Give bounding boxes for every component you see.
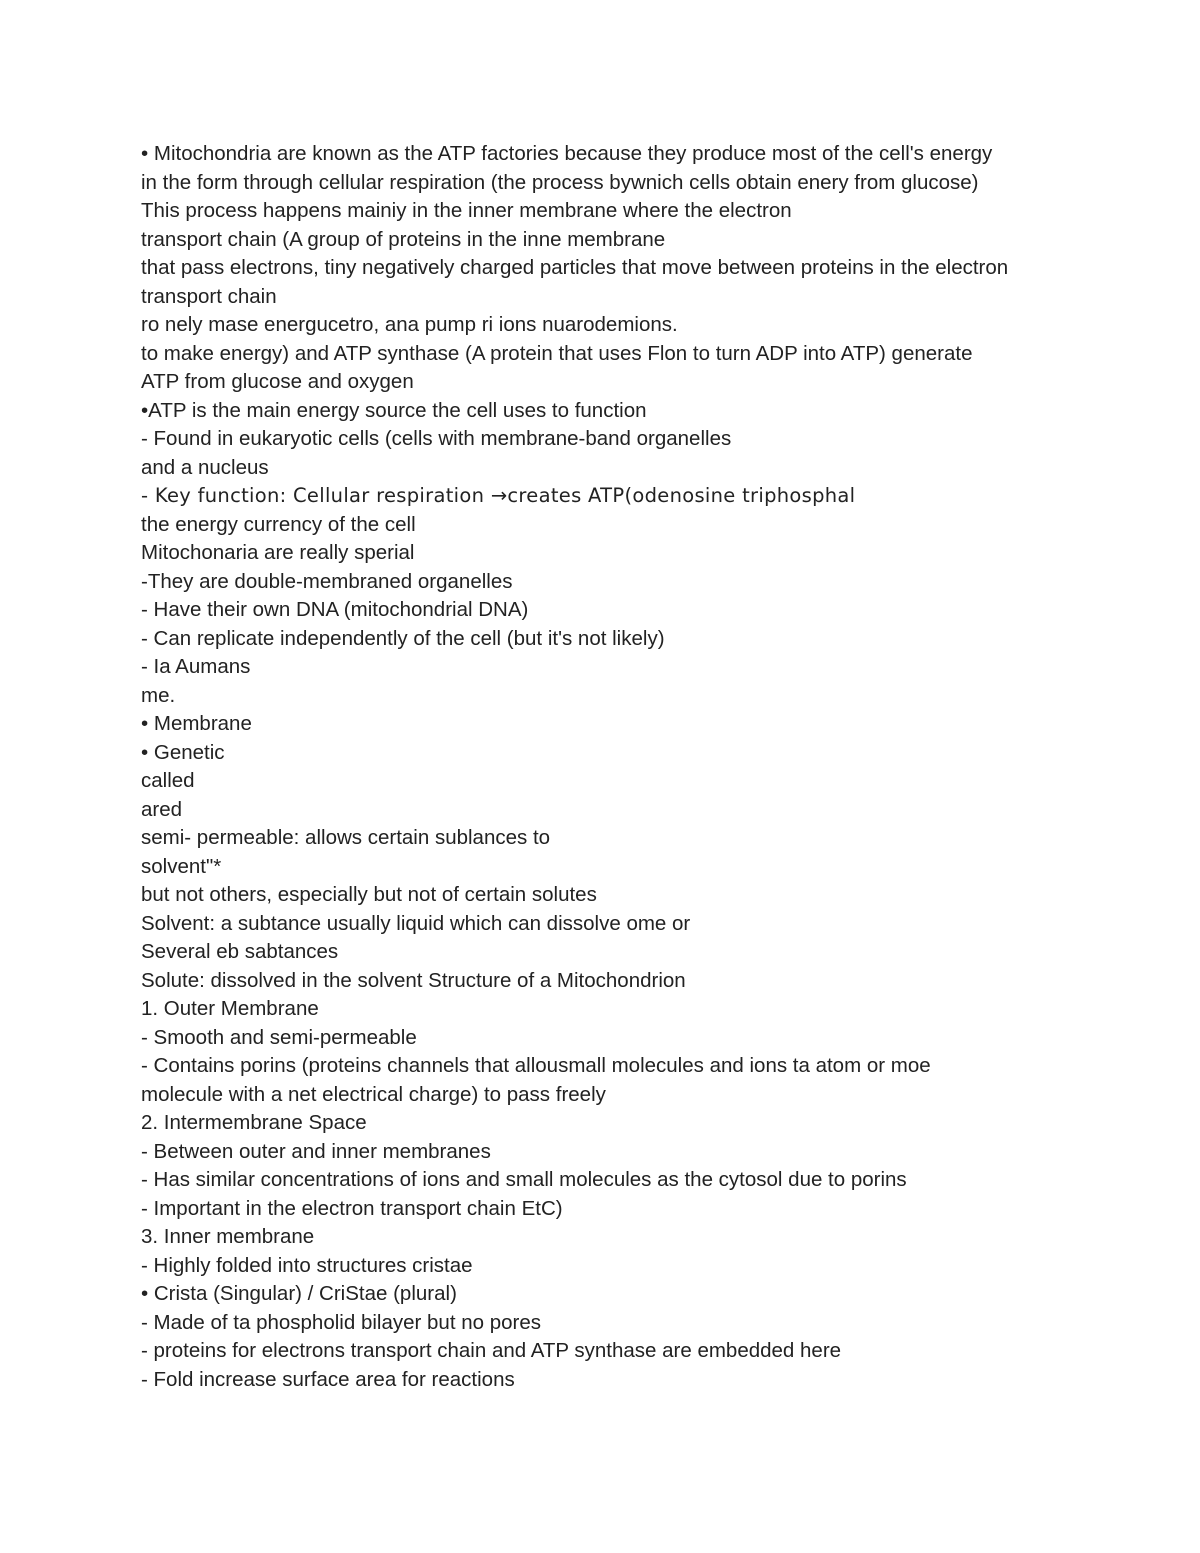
text-line: - Ia Aumans (141, 655, 251, 678)
text-line: transport chain (141, 284, 277, 308)
text-line: 2. Intermembrane Space (141, 1111, 367, 1134)
text-line: - Made of ta phospholid bilayer but no pores (141, 1310, 542, 1334)
text-line: Several eb sabtances (141, 940, 339, 963)
text-line: - Highly folded into structures cristae (141, 1253, 473, 1277)
text-line: This process happens mainiy in the inner membrane where the electron (141, 199, 792, 222)
text-line: • Membrane (141, 712, 252, 735)
text-line: 3. Inner membrane (141, 1225, 315, 1248)
text-line: • Crista (Singular) / CriStae (plural) (141, 1282, 457, 1305)
text-line: - proteins for electrons transport chain and ATP synthase are embedded here (141, 1339, 842, 1362)
text-line: • Mitochondria are known as the ATP factories because they produce most of the cell's energy (141, 142, 993, 165)
text-line: •ATP is the main energy source the cell uses to function (141, 398, 647, 422)
document-body (141, 140, 1141, 1394)
text-line: -They are double-membraned organelles (141, 569, 513, 593)
text-line: ro nely mase energucetro, ana pump ri ions nuarodemions. (141, 313, 678, 336)
text-line: - Key function: Cellular respiration →creates ATP(odenosine triphosphal (141, 484, 856, 507)
text-line: Solvent: a subtance usually liquid which can dissolve ome or (141, 911, 691, 935)
text-line: - Can replicate independently of the cell (but it's not likely) (141, 626, 665, 650)
text-line: • Genetic (141, 740, 225, 764)
text-line: that pass electrons, tiny negatively charged particles that move between proteins in the electron (141, 256, 1009, 279)
text-line: to make energy) and ATP synthase (A protein that uses Flon to turn ADP into ATP) generate (141, 341, 973, 365)
text-line: - Found in eukaryotic cells (cells with membrane-band organelles (141, 427, 732, 450)
text-line: - Has similar concentrations of ions and small molecules as the cytosol due to porins (141, 1168, 907, 1191)
text-line: molecule with a net electrical charge) to pass freely (141, 1082, 606, 1106)
text-line: Solute: dissolved in the solvent Structure of a Mitochondrion (141, 968, 686, 992)
text-line: me. (141, 683, 176, 707)
text-line: - Smooth and semi-permeable (141, 1025, 417, 1049)
text-line: in the form through cellular respiration (the process bywnich cells obtain enery from glucose) (141, 170, 979, 194)
text-line: called (141, 769, 195, 792)
text-line: solvent"* (141, 854, 222, 878)
text-line: but not others, especially but not of certain solutes (141, 883, 597, 906)
text-line: the energy currency of the cell (141, 512, 416, 536)
text-line: - Important in the electron transport chain EtC) (141, 1196, 563, 1220)
text-line: 1. Outer Membrane (141, 997, 319, 1020)
text-line: transport chain (A group of proteins in the inne membrane (141, 227, 666, 251)
text-line: - Fold increase surface area for reactions (141, 1367, 515, 1391)
text-line: and a nucleus (141, 455, 269, 479)
text-line: - Between outer and inner membranes (141, 1139, 491, 1163)
text-line: ared (141, 797, 183, 821)
text-line: semi- permeable: allows certain sublances to (141, 826, 551, 849)
text-line: ATP from glucose and oxygen (141, 370, 414, 393)
text-line: Mitochonaria are really sperial (141, 541, 415, 564)
text-line: - Contains porins (proteins channels that allousmall molecules and ions ta atom or moe (141, 1054, 931, 1077)
text-line: - Have their own DNA (mitochondrial DNA) (141, 598, 529, 621)
